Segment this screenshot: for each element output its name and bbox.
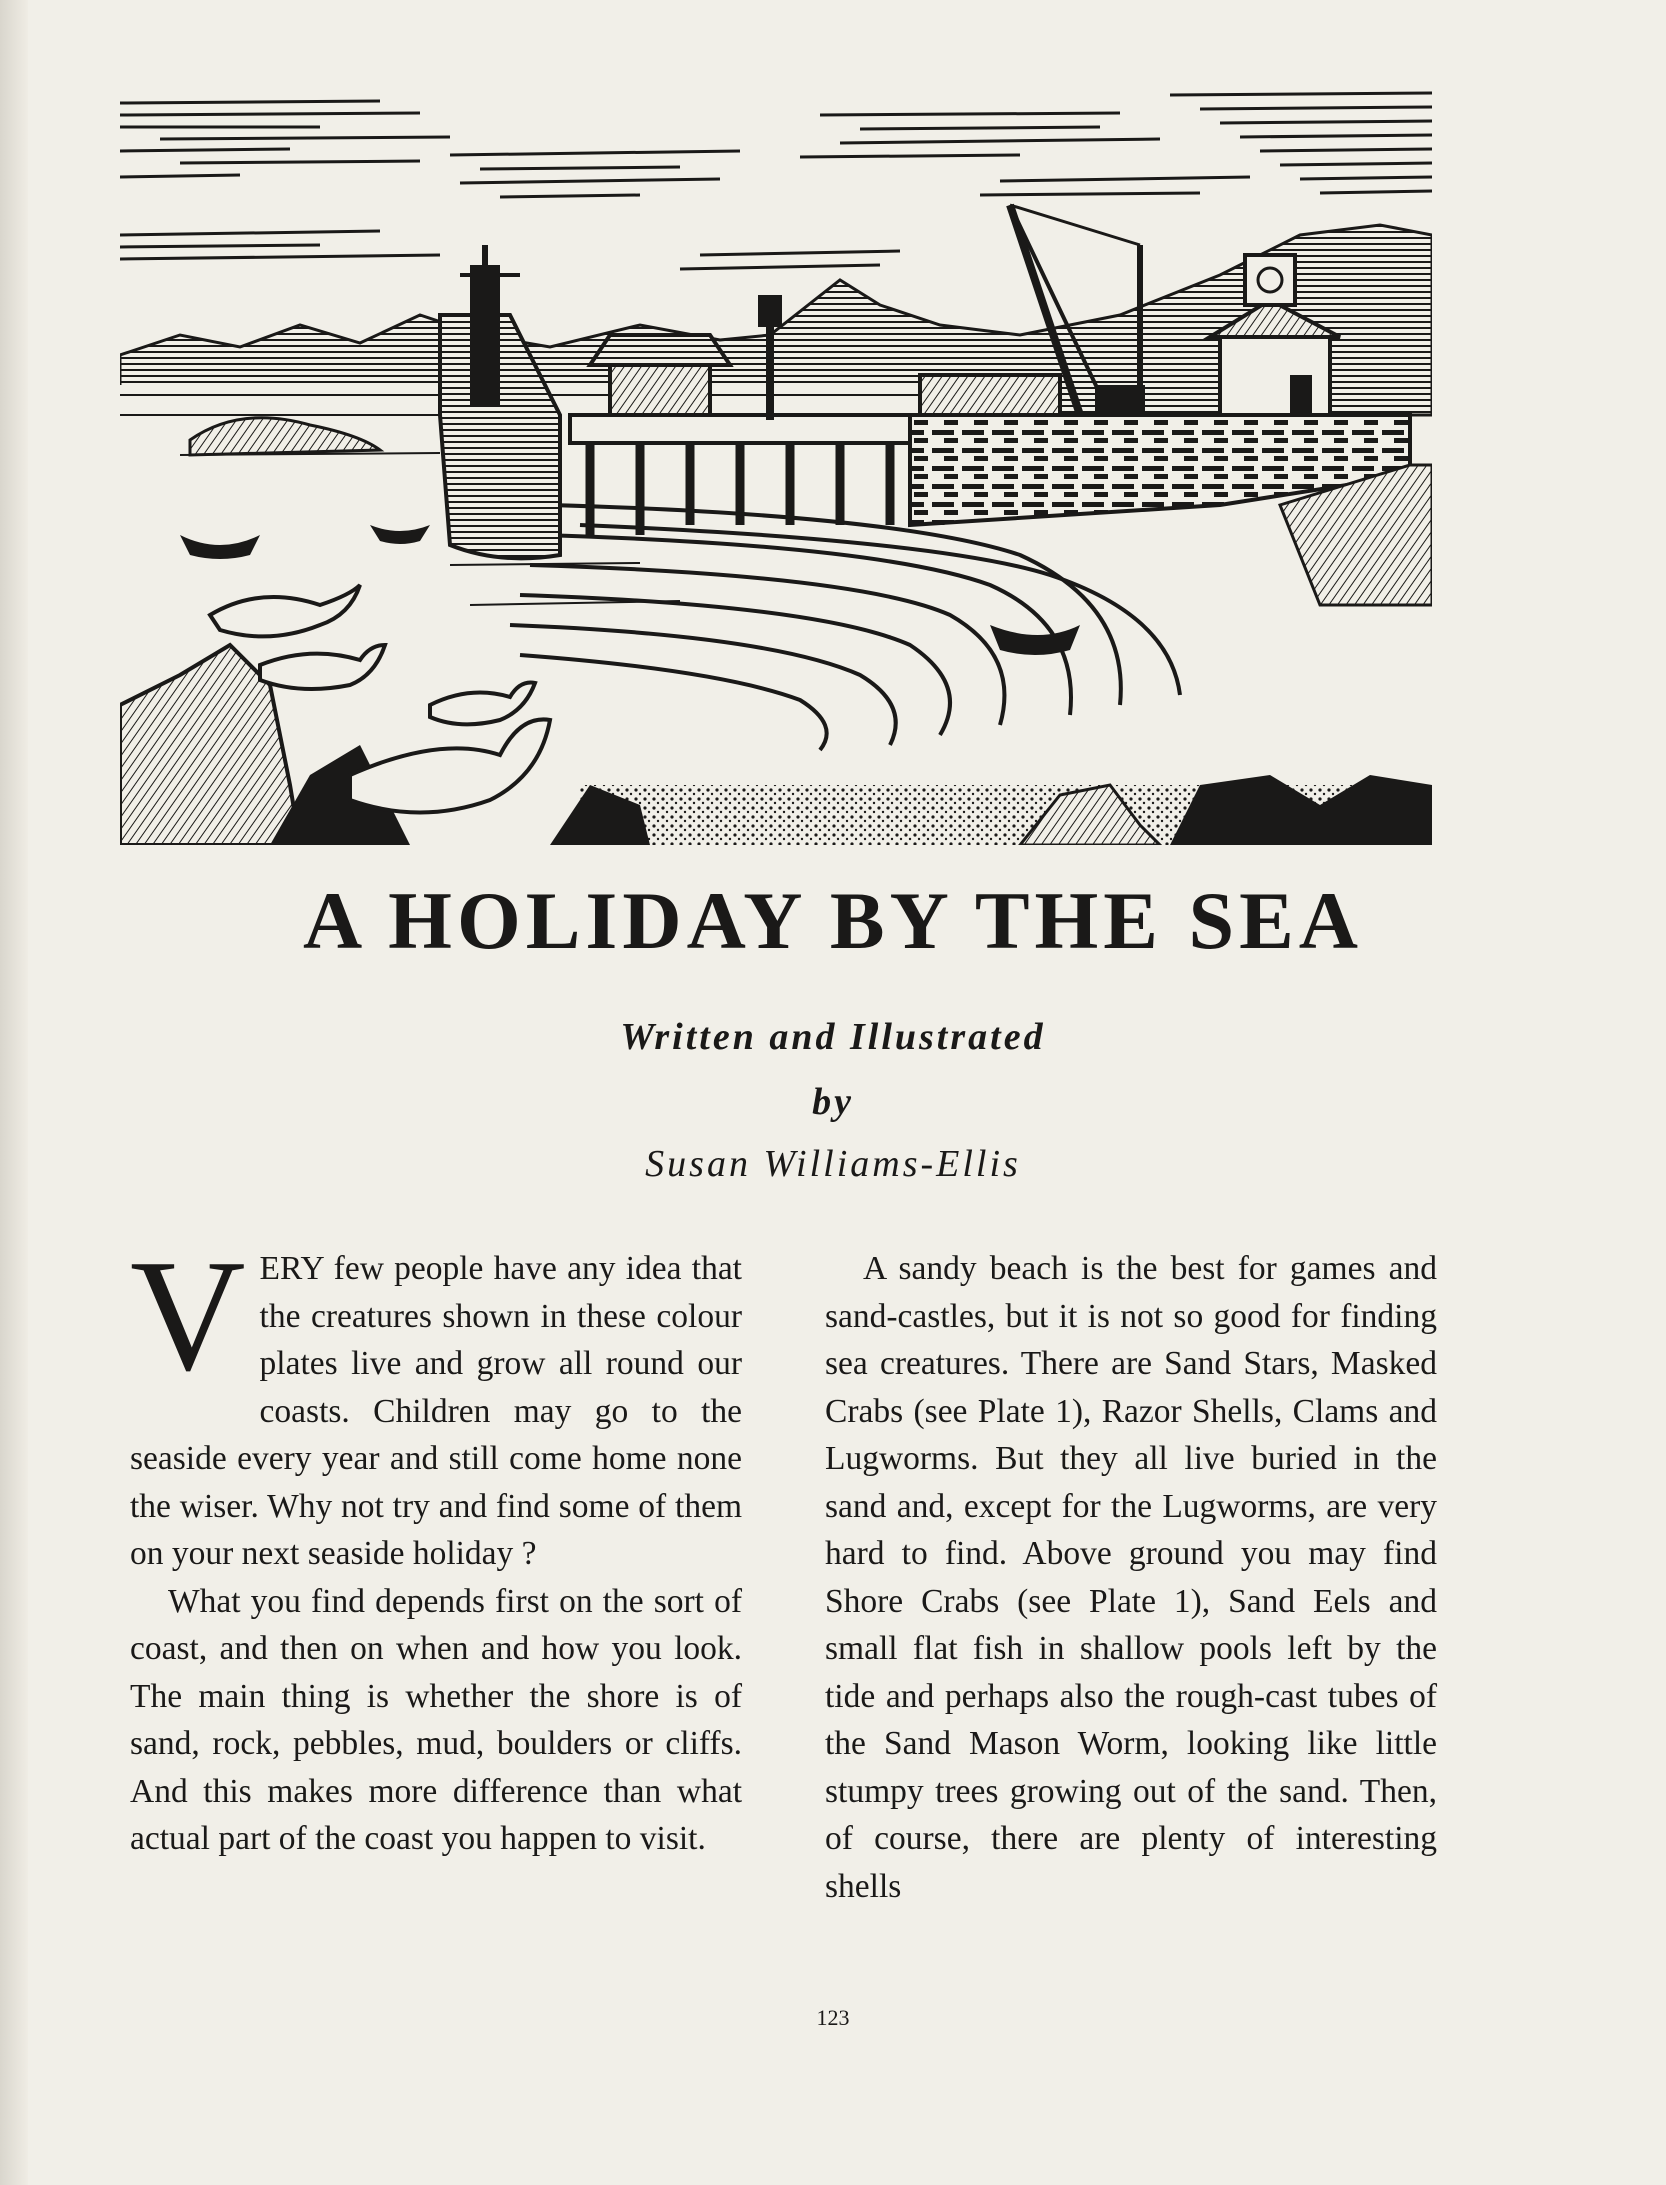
article-title: A HOLIDAY BY THE SEA: [302, 875, 1364, 966]
body-column-right: [825, 1245, 1437, 1910]
paragraph: [130, 1226, 742, 1578]
author-name: Susan Williams-Ellis: [645, 1143, 1021, 1185]
byline-written-illustrated: Written and Illustrated: [620, 1016, 1046, 1058]
drop-cap: V: [130, 1226, 246, 1404]
page-number: 123: [816, 2005, 850, 2030]
paragraph: What you find depends first on the sort of coast, and then on when and how you look. The main thing is whether the shore is of sand, rock, pebbles, mud, boulders or cliffs. And this makes more difference than what actual part of the coast you happen to visit.: [130, 1582, 742, 1857]
byline-by: by: [812, 1081, 854, 1123]
body-column-left: [130, 1226, 742, 1863]
paragraph-text: ERY few people have any idea that the creatures shown in these colour plates live and grow all round our coasts. Children may go to the seaside every year and still come home none the wiser. Why not try and find some of them on your next seaside holiday ?: [130, 1250, 742, 1572]
harbour-woodcut-illustration: [120, 85, 1432, 845]
paragraph: A sandy beach is the best for games and sand-castles, but it is not so good for finding sea creatures. There are Sand Stars, Masked Crabs (see Plate 1), Razor Shells, Clams and Lugworms. But they all live buried in the sand and, except for the Lugworms, are very hard to find. Above ground you may find Shore Crabs (see Plate 1), Sand Eels and small flat fish in shallow pools left by the tide and perhaps also the rough-cast tubes of the Sand Mason Worm, looking like little stumpy trees growing out of the sand. Then, of course, there are plenty of interesting shells: [825, 1250, 1437, 1905]
